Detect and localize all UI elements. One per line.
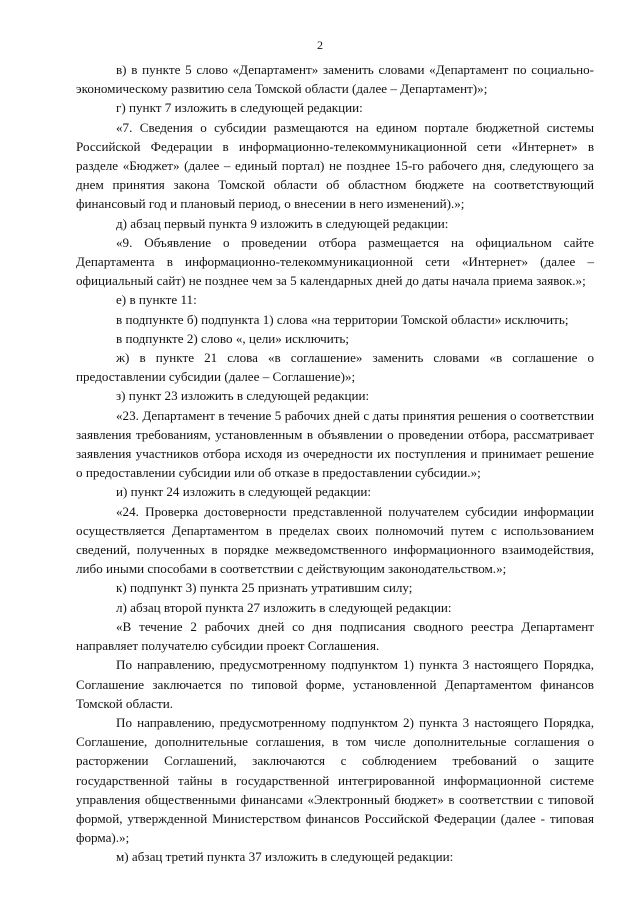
paragraph: в подпункте 2) слово «, цели» исключить; bbox=[116, 330, 350, 346]
paragraph: в подпункте б) подпункта 1) слова «на территории Томской области» исключить; bbox=[116, 311, 569, 327]
paragraph: е) в пункте 11: bbox=[116, 292, 197, 308]
paragraph: м) абзац третий пункта 37 изложить в следующей редакции: bbox=[116, 849, 454, 865]
document-body bbox=[76, 60, 594, 867]
paragraph: к) подпункт 3) пункта 25 признать утратившим силу; bbox=[116, 580, 413, 596]
paragraph: «7. Сведения о субсидии размещаются на едином портале бюджетной системы Российской Федерации в информационно-телекоммуникационной сети «Интернет» в разделе «Бюджет» (далее – единый портал) не позднее 15-го рабочего дня, следующего за днем принятия закона Томской области об областном бюджете на соответствующий финансовый год и плановый период, о внесении в него изменений).»; bbox=[76, 119, 594, 212]
paragraph: «23. Департамент в течение 5 рабочих дней с даты принятия решения о соответствии заявления требованиям, установленным в объявлении о проведении отбора, рассматривает заявления участников отбора исходя из очередности их поступления и принимает решение о предоставлении субсидии или об отказе в предоставлении субсидии.»; bbox=[76, 407, 594, 481]
paragraph: По направлению, предусмотренному подпунктом 2) пункта 3 настоящего Порядка, Соглашение, дополнительные соглашения, в том числе дополнительные соглашения о расторжении Соглашений, заключаются с соблюдением требований о защите государственной тайны в государственной интегрированной информационной системе управления общественными финансами «Электронный бюджет» в соответствии с типовой формой, утвержденной Министерством финансов Российской Федерации (далее - типовая форма).»; bbox=[76, 714, 594, 846]
page-number: 2 bbox=[317, 38, 323, 52]
paragraph: «24. Проверка достоверности представленной получателем субсидии информации осуществляется Департаментом в пределах своих полномочий путем с использованием сведений, полученных в порядке межведомственного информационного взаимодействия, либо иными способами в соответствии с действующим законодательством.»; bbox=[76, 503, 594, 577]
paragraph: и) пункт 24 изложить в следующей редакции: bbox=[116, 484, 371, 500]
paragraph: з) пункт 23 изложить в следующей редакции: bbox=[116, 388, 370, 404]
paragraph: г) пункт 7 изложить в следующей редакции: bbox=[116, 100, 363, 116]
paragraph: л) абзац второй пункта 27 изложить в следующей редакции: bbox=[116, 599, 452, 615]
paragraph: д) абзац первый пункта 9 изложить в следующей редакции: bbox=[116, 215, 449, 231]
paragraph: в) в пункте 5 слово «Департамент» заменить словами «Департамент по социально-экономическому развитию села Томской области (далее – Департамент)»; bbox=[76, 62, 594, 97]
paragraph: ж) в пункте 21 слова «в соглашение» заменить словами «в соглашение о предоставлении субсидии (далее – Соглашение)»; bbox=[76, 350, 594, 385]
paragraph: «В течение 2 рабочих дней со дня подписания сводного реестра Департамент направляет получателю субсидии проект Соглашения. bbox=[76, 618, 594, 654]
paragraph: «9. Объявление о проведении отбора размещается на официальном сайте Департамента в информационно-телекоммуникационной сети «Интернет» (далее – официальный сайт) не позднее чем за 5 календарных дней до даты начала приема заявок.»; bbox=[76, 234, 594, 289]
paragraph: По направлению, предусмотренному подпунктом 1) пункта 3 настоящего Порядка, Соглашение заключается по типовой форме, установленной Департаментом финансов Томской области. bbox=[76, 657, 594, 711]
